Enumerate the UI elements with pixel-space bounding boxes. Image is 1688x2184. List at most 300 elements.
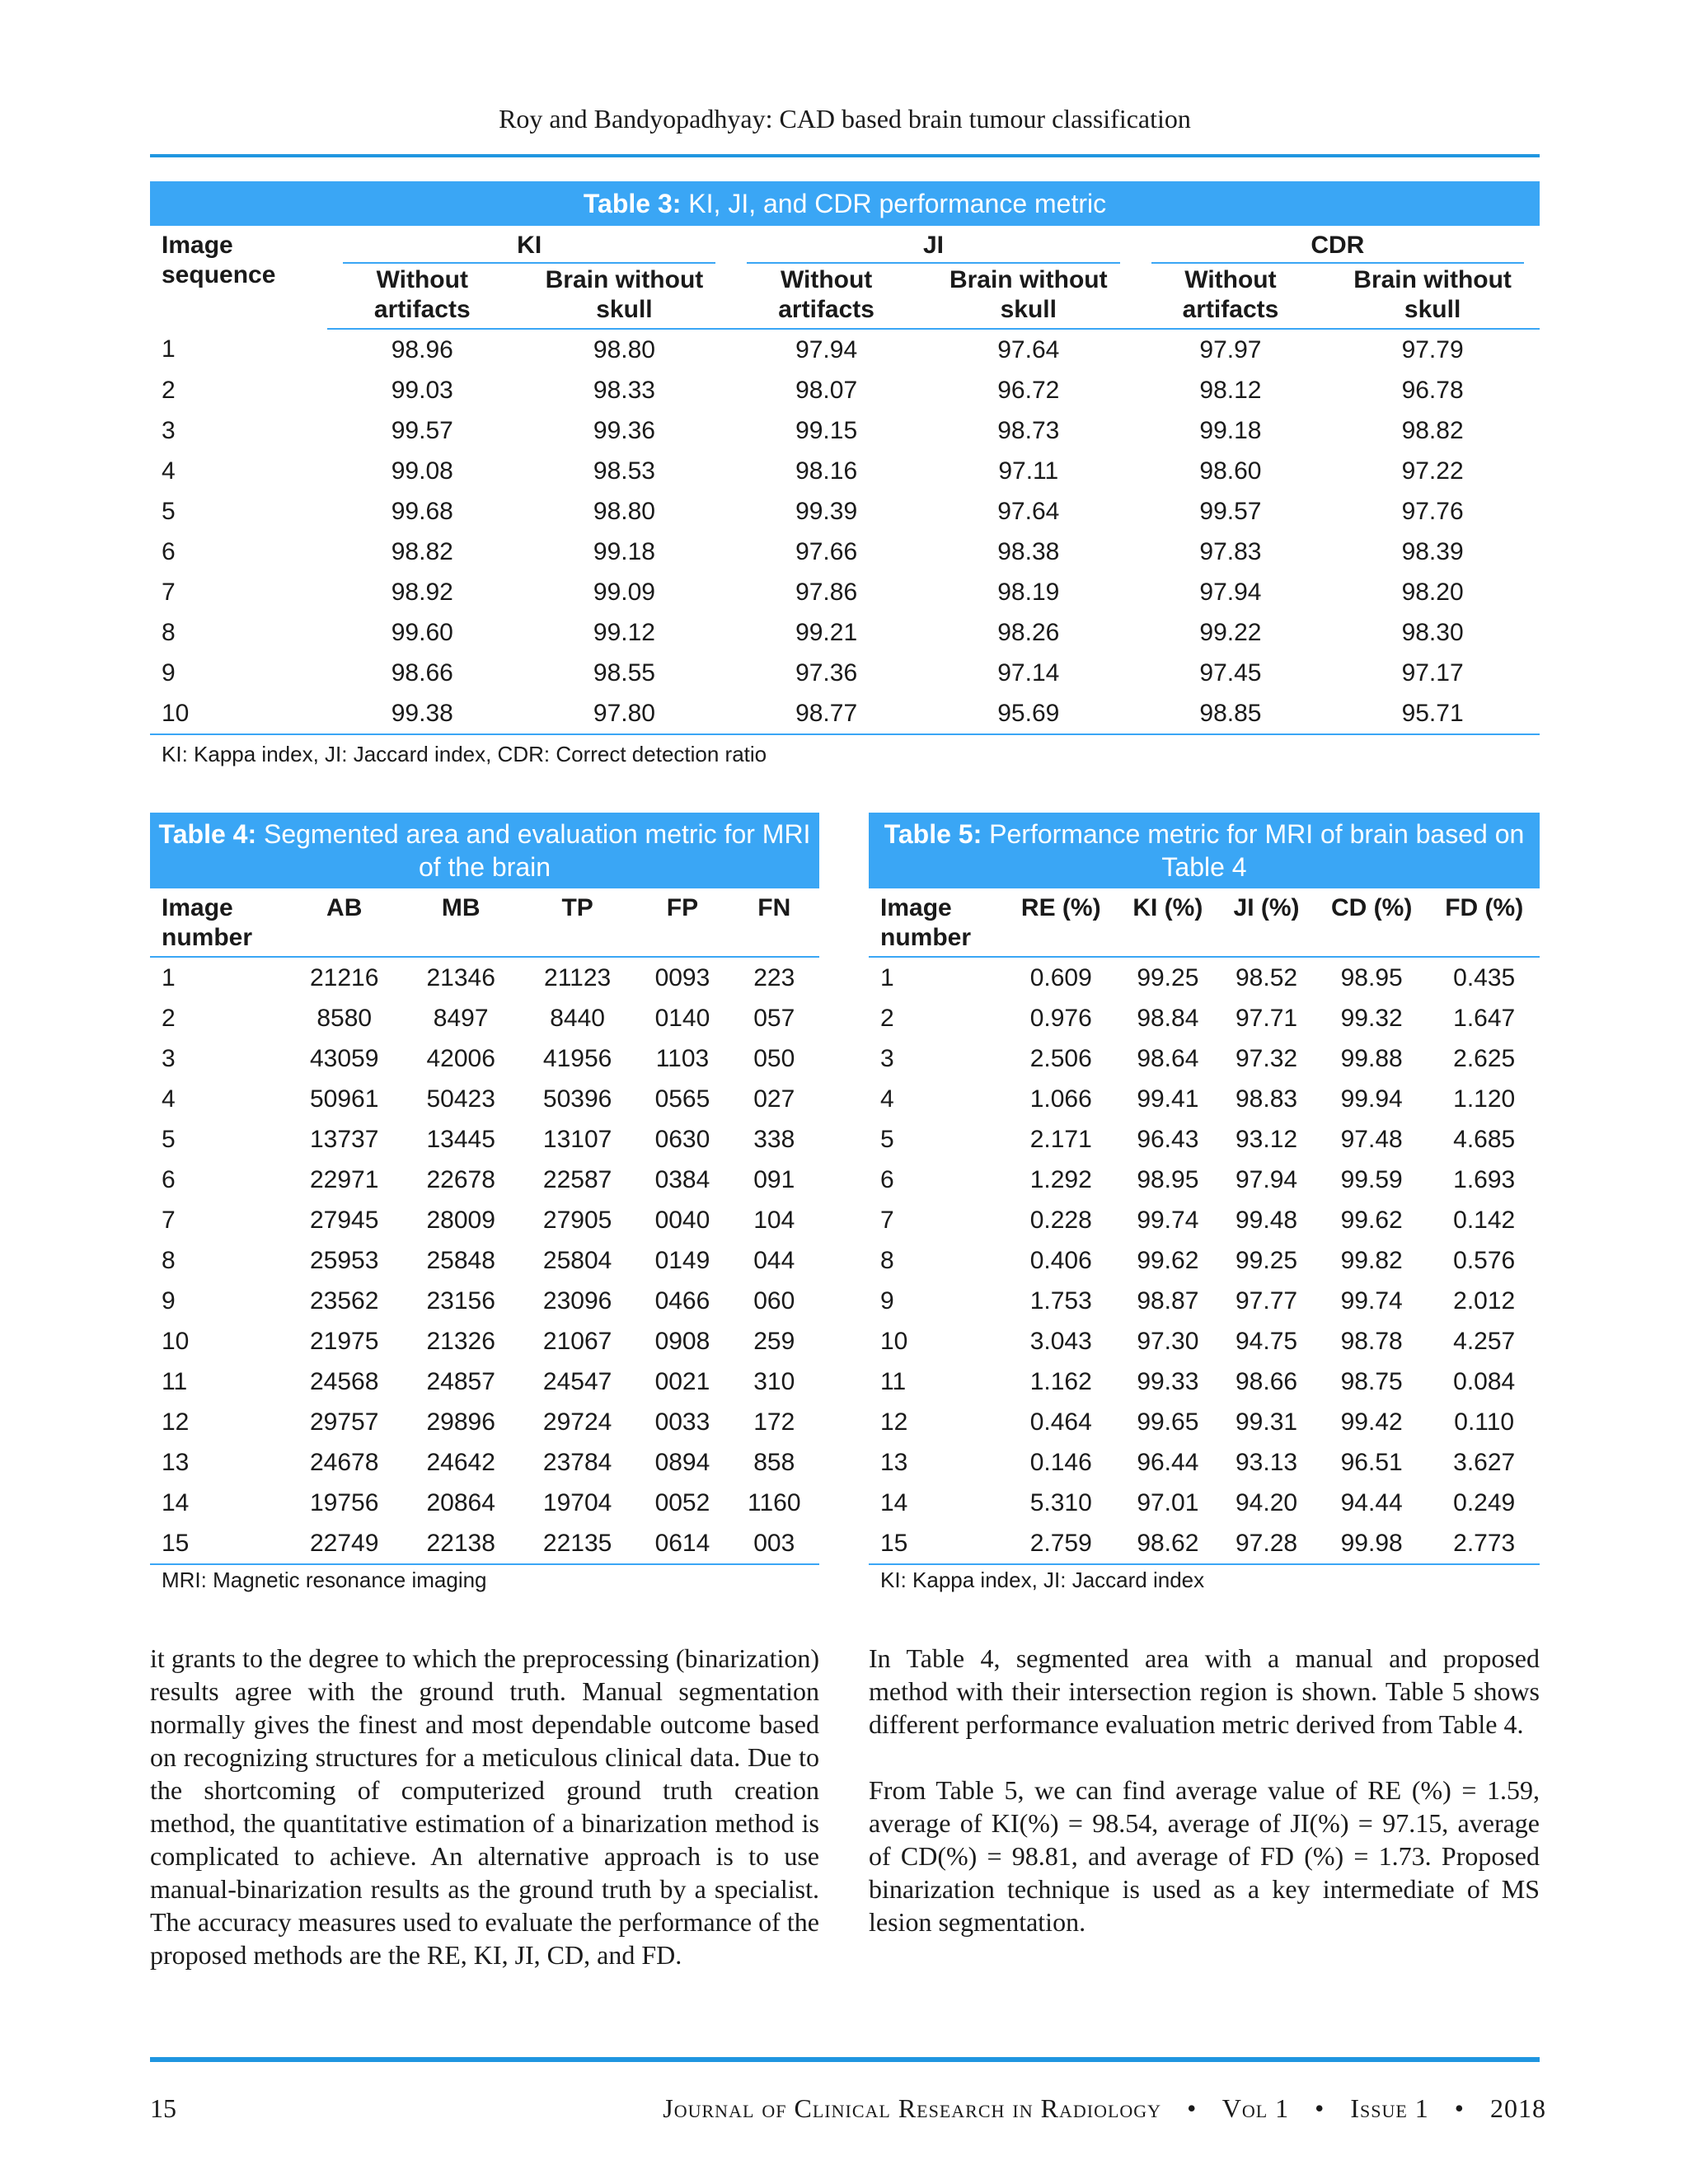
table-cell: 29724 (542, 1408, 612, 1436)
table-cell: 99.59 (1340, 1165, 1403, 1193)
journal-issue: Issue 1 (1350, 2093, 1429, 2123)
row-label: 3 (162, 416, 176, 444)
table-row (869, 1160, 1540, 1200)
table-cell: 8440 (550, 1004, 605, 1032)
table-cell: 94.75 (1236, 1327, 1298, 1355)
table-cell: 99.08 (391, 457, 453, 485)
table-row (150, 1160, 819, 1200)
body-right-column (869, 1642, 1540, 1971)
table-cell: 27945 (310, 1206, 379, 1234)
table-cell: 98.82 (391, 537, 453, 565)
table-cell: 99.38 (327, 693, 518, 734)
table-cell: 99.62 (1340, 1206, 1403, 1234)
table-cell: 99.36 (593, 416, 655, 444)
row-label: 7 (162, 578, 176, 606)
table-cell: 060 (753, 1286, 795, 1315)
column-header: FP (635, 888, 729, 957)
table-cell: 99.21 (795, 618, 858, 646)
row-label: 8 (162, 618, 176, 646)
table-cell: 23156 (426, 1286, 495, 1315)
table-cell: 97.22 (1401, 457, 1464, 485)
table-cell: 22135 (519, 1523, 635, 1564)
row-label: 14 (880, 1488, 908, 1516)
table-cell: 98.20 (1401, 578, 1464, 606)
table-cell: 057 (753, 1004, 795, 1032)
table-row (150, 1442, 819, 1483)
table-cell: 27905 (542, 1206, 612, 1234)
table-cell: 98.92 (391, 578, 453, 606)
table-cell: 0140 (654, 1004, 710, 1032)
table-cell: 21216 (310, 963, 379, 991)
table-cell: 0.110 (1454, 1408, 1515, 1436)
row-label: 4 (880, 1085, 894, 1113)
table-cell: 97.14 (997, 658, 1060, 687)
table-cell: 4.685 (1453, 1125, 1516, 1153)
table-cell: 94.20 (1236, 1488, 1298, 1516)
table-3-group-ji: JI (731, 226, 1135, 265)
table-cell: 98.84 (1137, 1004, 1199, 1032)
table-row (150, 1200, 819, 1240)
table-cell: 050 (753, 1044, 795, 1072)
column-header: KI (%) (1118, 888, 1219, 957)
table-cell: 98.80 (593, 335, 655, 363)
row-label: 5 (880, 1125, 894, 1153)
table-cell: 21326 (426, 1327, 495, 1355)
table-cell: 43059 (310, 1044, 379, 1072)
row-label: 7 (162, 1206, 176, 1234)
page-number: 15 (150, 2093, 176, 2123)
table-cell: 1.066 (1029, 1085, 1092, 1113)
table-cell: 97.30 (1137, 1327, 1199, 1355)
table-3-label: Table 3: (583, 189, 682, 218)
table-cell: 98.73 (997, 416, 1060, 444)
row-label: 10 (162, 1327, 190, 1355)
running-head: Roy and Bandyopadhyay: CAD based brain tumour classification (499, 104, 1191, 134)
table-cell: 24678 (310, 1448, 379, 1476)
table-row (150, 532, 1540, 572)
table-cell: 044 (753, 1246, 795, 1274)
table-cell: 97.11 (998, 457, 1059, 485)
column-header: Image number (869, 888, 1005, 957)
table-cell: 99.18 (593, 537, 655, 565)
table-row (869, 957, 1540, 998)
table-cell: 96.72 (997, 376, 1060, 404)
table-cell: 97.36 (795, 658, 858, 687)
table-cell: 97.64 (997, 497, 1060, 525)
table-cell: 23096 (542, 1286, 612, 1315)
table-cell: 98.66 (391, 658, 453, 687)
table-cell: 99.41 (1137, 1085, 1199, 1113)
table-cell: 99.33 (1137, 1367, 1199, 1395)
table-row (150, 329, 1540, 370)
table-4-title: Segmented area and evaluation metric for MRI of the brain (263, 819, 811, 882)
table-cell: 97.32 (1236, 1044, 1298, 1072)
row-label: 15 (150, 1523, 286, 1564)
table-cell: 23562 (310, 1286, 379, 1315)
table-5-label: Table 5: (884, 819, 982, 849)
row-label: 2 (162, 376, 176, 404)
table-row (869, 1321, 1540, 1361)
table-cell: 310 (753, 1367, 795, 1395)
table-cell: 22749 (286, 1523, 402, 1564)
table-cell: 091 (753, 1165, 795, 1193)
table-cell: 99.25 (1236, 1246, 1298, 1274)
table-3-subheader: Without artifacts (731, 265, 921, 329)
table-row (869, 1038, 1540, 1079)
table-cell: 0565 (654, 1085, 710, 1113)
table-cell: 21067 (542, 1327, 612, 1355)
table-cell: 0052 (654, 1488, 710, 1516)
table-row (150, 572, 1540, 612)
table-cell: 0466 (654, 1286, 710, 1315)
table-cell: 97.86 (795, 578, 858, 606)
table-cell: 99.03 (391, 376, 453, 404)
table-row (150, 1240, 819, 1281)
table-cell: 94.44 (1340, 1488, 1403, 1516)
table-cell: 0.406 (1029, 1246, 1092, 1274)
table-cell: 0384 (654, 1165, 710, 1193)
row-label: 6 (162, 1165, 176, 1193)
body-left-column (150, 1642, 819, 2004)
table-3-row-header: Image sequence (162, 232, 276, 288)
table-cell: 97.80 (518, 693, 732, 734)
table-cell: 1160 (748, 1488, 801, 1516)
table-cell: 98.80 (593, 497, 655, 525)
table-cell: 99.65 (1137, 1408, 1199, 1436)
table-cell: 98.66 (1236, 1367, 1298, 1395)
table-cell: 97.66 (795, 537, 858, 565)
table-row (869, 998, 1540, 1038)
table-cell: 98.77 (731, 693, 921, 734)
row-label: 1 (162, 963, 176, 991)
table-row (150, 653, 1540, 693)
table-cell: 24642 (426, 1448, 495, 1476)
table-row (150, 612, 1540, 653)
table-cell: 98.78 (1340, 1327, 1403, 1355)
table-cell: 1.162 (1029, 1367, 1092, 1395)
table-cell: 99.74 (1340, 1286, 1403, 1315)
table-cell: 99.25 (1137, 963, 1199, 991)
journal-name: Journal of Clinical Research in Radiology (663, 2093, 1162, 2123)
table-cell: 0.249 (1453, 1488, 1516, 1516)
table-3-group-ki: KI (327, 226, 731, 265)
row-label: 4 (162, 1085, 176, 1113)
table-cell: 98.87 (1137, 1286, 1199, 1315)
table-cell: 98.30 (1401, 618, 1464, 646)
row-label: 12 (162, 1408, 190, 1436)
table-cell: 99.88 (1340, 1044, 1403, 1072)
table-cell: 0.576 (1453, 1246, 1516, 1274)
table-cell: 858 (753, 1448, 795, 1476)
table-cell: 97.94 (1236, 1165, 1298, 1193)
table-cell: 2.759 (1005, 1523, 1118, 1564)
table-cell: 96.78 (1401, 376, 1464, 404)
table-cell: 0894 (654, 1448, 710, 1476)
row-label: 9 (162, 1286, 176, 1315)
table-cell: 338 (753, 1125, 795, 1153)
table-cell: 98.96 (391, 335, 453, 363)
journal-volume: Vol 1 (1221, 2093, 1290, 2123)
table-cell: 1.120 (1453, 1085, 1516, 1113)
table-cell: 13445 (426, 1125, 495, 1153)
table-cell: 0.976 (1029, 1004, 1092, 1032)
table-cell: 99.39 (795, 497, 858, 525)
row-label: 8 (162, 1246, 176, 1274)
row-label: 13 (880, 1448, 908, 1476)
table-cell: 99.57 (1199, 497, 1262, 525)
table-cell: 1.292 (1029, 1165, 1092, 1193)
table-row (150, 998, 819, 1038)
table-cell: 96.51 (1340, 1448, 1403, 1476)
table-cell: 104 (753, 1206, 795, 1234)
column-header: AB (286, 888, 402, 957)
table-cell: 99.62 (1137, 1246, 1199, 1274)
table-cell: 98.07 (795, 376, 858, 404)
table-cell: 25848 (426, 1246, 495, 1274)
table-cell: 98.82 (1401, 416, 1464, 444)
column-header: FD (%) (1428, 888, 1540, 957)
table-3-subheader: Brain without skull (921, 265, 1136, 329)
table-cell: 98.12 (1199, 376, 1262, 404)
table-cell: 0.464 (1029, 1408, 1092, 1436)
table-cell: 41956 (542, 1044, 612, 1072)
table-cell: 98.60 (1199, 457, 1262, 485)
row-label: 6 (880, 1165, 894, 1193)
table-row (869, 1361, 1540, 1402)
table-cell: 0.084 (1453, 1367, 1516, 1395)
row-label: 1 (880, 963, 894, 991)
table-cell: 2.171 (1029, 1125, 1092, 1153)
row-label: 10 (150, 693, 327, 734)
table-cell: 2.506 (1029, 1044, 1092, 1072)
table-cell: 0.228 (1029, 1206, 1092, 1234)
table-cell: 25804 (542, 1246, 612, 1274)
table-cell: 21975 (310, 1327, 379, 1355)
table-row (150, 1483, 819, 1523)
table-cell: 99.18 (1199, 416, 1262, 444)
table-cell: 97.97 (1199, 335, 1262, 363)
row-label: 9 (162, 658, 176, 687)
table-5-note: KI: Kappa index, JI: Jaccard index (880, 1568, 1205, 1592)
table-row (869, 1200, 1540, 1240)
table-cell: 3.627 (1453, 1448, 1516, 1476)
table-cell: 29896 (426, 1408, 495, 1436)
row-label: 2 (880, 1004, 894, 1032)
table-row (150, 491, 1540, 532)
table-cell: 97.83 (1199, 537, 1262, 565)
column-header: TP (519, 888, 635, 957)
row-label: 3 (880, 1044, 894, 1072)
table-cell: 21346 (426, 963, 495, 991)
table-cell: 97.71 (1236, 1004, 1298, 1032)
table-cell: 98.26 (997, 618, 1060, 646)
table-row (150, 451, 1540, 491)
row-label: 14 (162, 1488, 190, 1516)
table-cell: 98.85 (1136, 693, 1326, 734)
table-cell: 003 (729, 1523, 819, 1564)
table-row (150, 1119, 819, 1160)
table-cell: 50961 (310, 1085, 379, 1113)
journal-footer (663, 2093, 1546, 2124)
table-cell: 96.43 (1137, 1125, 1199, 1153)
body-paragraph: In Table 4, segmented area with a manual and proposed method with their intersection region is shown. Table 5 shows different performance evaluation metric derived from Table 4. (869, 1643, 1540, 1739)
table-cell: 98.75 (1340, 1367, 1403, 1395)
table-cell: 98.95 (1340, 963, 1403, 991)
table-cell: 1.753 (1029, 1286, 1092, 1315)
column-header: FN (729, 888, 819, 957)
footer-rule (150, 2057, 1540, 2062)
table-cell: 24547 (542, 1367, 612, 1395)
table-cell: 97.94 (1199, 578, 1262, 606)
table-cell: 99.60 (391, 618, 453, 646)
table-3 (150, 181, 1540, 735)
table-cell: 24857 (426, 1367, 495, 1395)
table-cell: 97.64 (997, 335, 1060, 363)
table-cell: 98.19 (997, 578, 1060, 606)
row-label: 7 (880, 1206, 894, 1234)
table-cell: 8580 (316, 1004, 373, 1032)
table-cell: 99.48 (1236, 1206, 1298, 1234)
table-cell: 98.52 (1236, 963, 1298, 991)
table-row (150, 1402, 819, 1442)
journal-year: 2018 (1490, 2093, 1546, 2123)
body-paragraph: it grants to the degree to which the preprocessing (binarization) results agree with the ground truth. Manual segmentation normally gives the finest and most dependable outcome based on recognizing structures for a meticulous clinical data. Due to the shortcoming of computerized ground truth creation method, the quantitative estimation of a binarization method is complicated to achieve. An alternative approach is to use manual-binarization results as the ground truth by a specialist. The accuracy measures used to evaluate the performance of the proposed methods are the RE, KI, JI, CD, and FD. (150, 1643, 819, 1970)
table-row (869, 1119, 1540, 1160)
row-label: 12 (880, 1408, 908, 1436)
table-row (150, 957, 819, 998)
table-cell: 99.42 (1340, 1408, 1403, 1436)
table-cell: 2.773 (1428, 1523, 1540, 1564)
table-row (150, 410, 1540, 451)
table-cell: 4.257 (1453, 1327, 1516, 1355)
table-cell: 95.69 (921, 693, 1136, 734)
table-cell: 0.146 (1029, 1448, 1092, 1476)
table-cell: 42006 (426, 1044, 495, 1072)
table-row (150, 1523, 819, 1564)
table-cell: 99.31 (1236, 1408, 1298, 1436)
table-3-subheader: Without artifacts (327, 265, 518, 329)
table-cell: 99.94 (1340, 1085, 1403, 1113)
table-3-subheader: Brain without skull (1325, 265, 1540, 329)
table-cell: 97.17 (1401, 658, 1464, 687)
table-cell: 22678 (426, 1165, 495, 1193)
row-label: 9 (880, 1286, 894, 1315)
table-cell: 99.82 (1340, 1246, 1403, 1274)
table-cell: 0093 (654, 963, 710, 991)
row-label: 3 (162, 1044, 176, 1072)
column-header: Image number (150, 888, 286, 957)
table-cell: 99.68 (391, 497, 453, 525)
table-4 (150, 813, 819, 1565)
row-label: 2 (162, 1004, 176, 1032)
table-3-group-cdr: CDR (1136, 226, 1540, 265)
table-cell: 22138 (402, 1523, 518, 1564)
table-cell: 97.79 (1401, 335, 1464, 363)
table-cell: 13737 (310, 1125, 379, 1153)
table-row (869, 1442, 1540, 1483)
table-cell: 99.09 (593, 578, 655, 606)
table-cell: 5.310 (1029, 1488, 1092, 1516)
table-row (150, 693, 1540, 734)
table-cell: 97.28 (1218, 1523, 1315, 1564)
table-3-caption (150, 181, 1540, 226)
table-5-title: Performance metric for MRI of brain based on Table 4 (989, 819, 1525, 882)
table-cell: 99.22 (1199, 618, 1262, 646)
table-row (869, 1281, 1540, 1321)
table-row (869, 1240, 1540, 1281)
table-cell: 0.435 (1453, 963, 1516, 991)
row-label: 10 (880, 1327, 908, 1355)
table-row (150, 1038, 819, 1079)
table-cell: 97.48 (1340, 1125, 1403, 1153)
table-cell: 0908 (654, 1327, 710, 1355)
row-label: 4 (162, 457, 176, 485)
table-cell: 13107 (542, 1125, 612, 1153)
table-cell: 98.38 (997, 537, 1060, 565)
table-cell: 20864 (426, 1488, 495, 1516)
table-row (150, 1361, 819, 1402)
table-cell: 98.95 (1137, 1165, 1199, 1193)
table-row (150, 370, 1540, 410)
table-cell: 98.64 (1137, 1044, 1199, 1072)
table-cell: 0630 (654, 1125, 710, 1153)
table-3-subheader: Brain without skull (518, 265, 732, 329)
table-cell: 21123 (544, 963, 612, 991)
table-cell: 23784 (542, 1448, 612, 1476)
table-cell: 98.55 (593, 658, 655, 687)
table-3-title: KI, JI, and CDR performance metric (688, 189, 1107, 218)
separator: • (1187, 2093, 1198, 2123)
table-cell: 0614 (635, 1523, 729, 1564)
table-cell: 0149 (654, 1246, 710, 1274)
row-label: 15 (869, 1523, 1005, 1564)
table-cell: 027 (753, 1085, 795, 1113)
table-row (869, 1079, 1540, 1119)
table-cell: 99.57 (391, 416, 453, 444)
table-cell: 0040 (654, 1206, 710, 1234)
table-row (150, 1321, 819, 1361)
table-cell: 97.45 (1199, 658, 1262, 687)
table-cell: 99.74 (1137, 1206, 1199, 1234)
table-cell: 2.012 (1453, 1286, 1516, 1315)
table-cell: 97.77 (1236, 1286, 1298, 1315)
table-5-caption (869, 813, 1540, 888)
table-cell: 24568 (310, 1367, 379, 1395)
table-5 (869, 813, 1540, 1565)
table-cell: 98.83 (1236, 1085, 1298, 1113)
header-rule (150, 154, 1540, 157)
table-4-label: Table 4: (158, 819, 257, 849)
table-cell: 98.62 (1118, 1523, 1219, 1564)
table-cell: 28009 (426, 1206, 495, 1234)
table-cell: 259 (753, 1327, 795, 1355)
table-cell: 2.625 (1453, 1044, 1516, 1072)
column-header: RE (%) (1005, 888, 1118, 957)
table-cell: 99.32 (1340, 1004, 1403, 1032)
row-label: 8 (880, 1246, 894, 1274)
row-label: 1 (162, 335, 176, 363)
table-cell: 95.71 (1325, 693, 1540, 734)
table-cell: 0.142 (1453, 1206, 1516, 1234)
table-cell: 22971 (310, 1165, 379, 1193)
table-cell: 29757 (310, 1408, 379, 1436)
table-cell: 98.16 (795, 457, 858, 485)
row-label: 11 (162, 1367, 188, 1395)
table-cell: 99.12 (593, 618, 655, 646)
row-label: 11 (880, 1367, 907, 1395)
table-cell: 97.01 (1137, 1488, 1199, 1516)
table-cell: 50396 (542, 1085, 612, 1113)
